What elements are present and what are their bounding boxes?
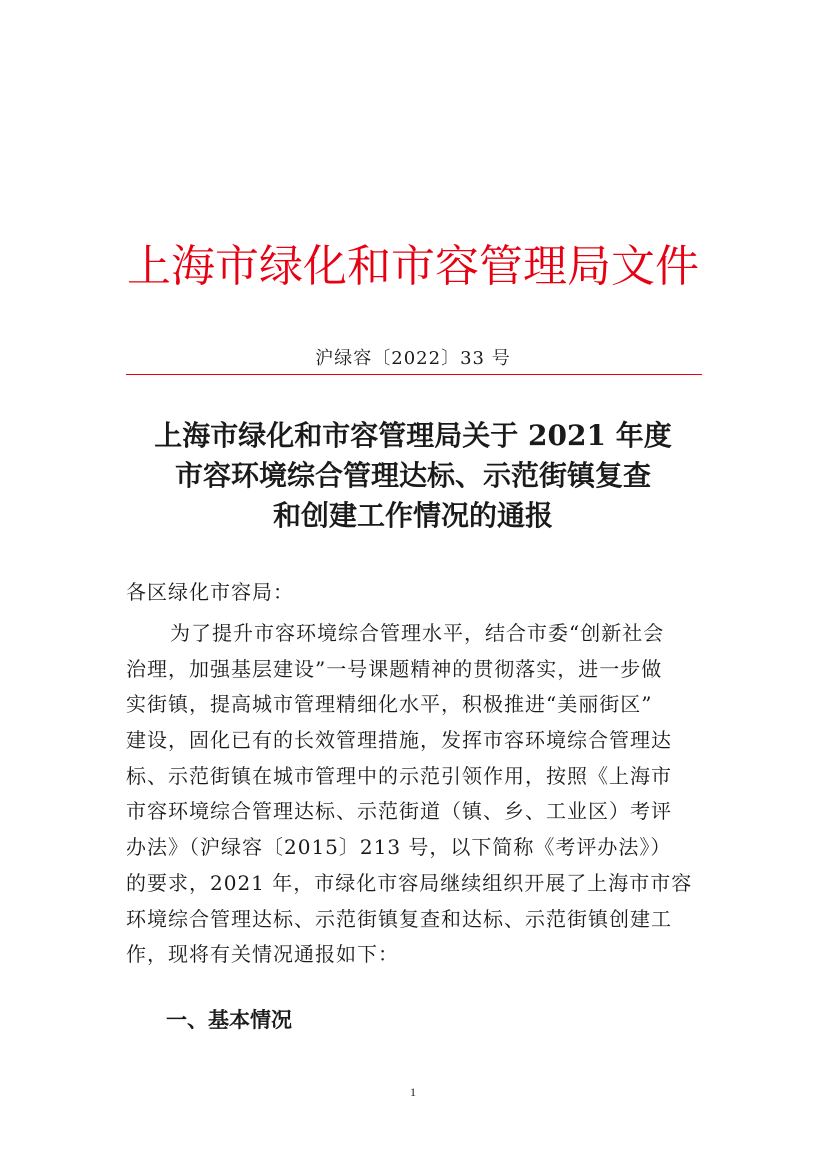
body-line: 实街镇，提高城市管理精细化水平，积极推进“美丽街区” [126, 692, 653, 717]
body-line: 作，现将有关情况通报如下： [126, 942, 399, 967]
body-line: 标、示范街镇在城市管理中的示范引领作用，按照《上海市 [126, 763, 672, 788]
body-line: 为了提升市容环境综合管理水平，结合市委“创新社会 [170, 621, 665, 645]
body-line: 的要求，2021 年，市绿化市容局继续组织开展了上海市市容 [126, 870, 693, 895]
title-line-3: 和创建工作情况的通报 [272, 499, 553, 532]
body-paragraph [126, 616, 702, 973]
document-number: 沪绿容〔2022〕33 号 [315, 348, 511, 369]
issuer-title: 上海市绿化和市容管理局文件 [127, 241, 699, 292]
title-line-1: 上海市绿化和市容管理局关于 2021 年度 [154, 419, 672, 452]
salutation: 各区绿化市容局： [126, 580, 294, 604]
red-divider-line [126, 374, 702, 375]
body-line: 建设，固化已有的长效管理措施，发挥市容环境综合管理达 [126, 728, 672, 753]
title-line-2: 市容环境综合管理达标、示范街镇复查 [174, 459, 651, 492]
body-line: 办法》（沪绿容〔2015〕213 号，以下简称《考评办法》） [126, 835, 672, 860]
section-heading: 一、基本情况 [166, 1008, 292, 1032]
body-line: 治理，加强基层建设”一号课题精神的贯彻落实，进一步做 [126, 656, 663, 681]
body-line: 环境综合管理达标、示范街镇复查和达标、示范街镇创建工 [126, 906, 672, 931]
body-line: 市容环境综合管理达标、示范街道（镇、乡、工业区）考评 [126, 799, 672, 824]
notice-title [110, 416, 716, 536]
page-number: 1 [410, 1085, 416, 1099]
